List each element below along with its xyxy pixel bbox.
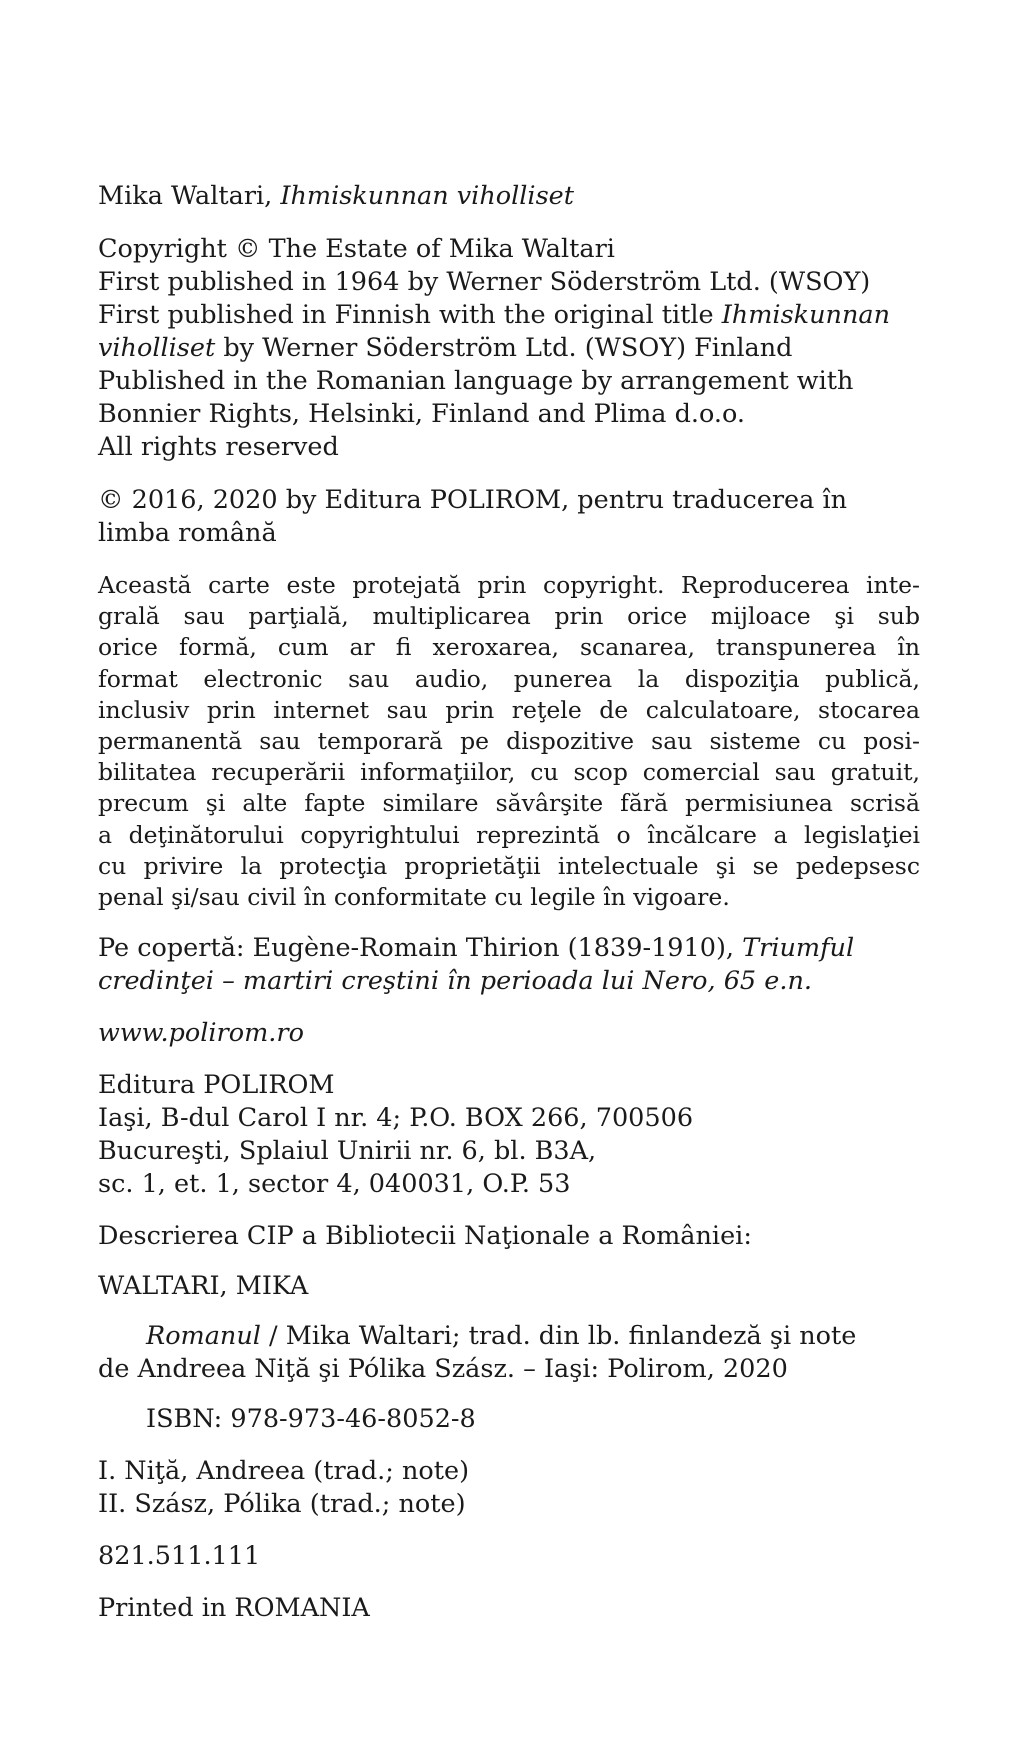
cover-artwork-title-part1: Triumful: [742, 933, 855, 964]
original-title-part2: viholliset: [98, 333, 216, 363]
contributor-translator-2: II. Szász, Pólika (trad.; note): [98, 1489, 466, 1520]
udc-classification: 821.511.111: [98, 1541, 261, 1572]
legal-notice-line: inclusiv prin internet sau prin reţele de calculatoare, stocarea: [98, 695, 920, 724]
website-link: www.polirom.ro: [98, 1018, 304, 1049]
copyright-block: [98, 233, 920, 464]
original-title: Ihmiskunnan viholliset: [280, 181, 574, 211]
cip-entry-line2: de Andreea Niţă şi Pólika Szász. – Iaşi: Polirom, 2020: [98, 1354, 788, 1385]
legal-notice-line: a deţinătorului copyrightului reprezintă o încălcare a legislaţiei: [98, 820, 920, 849]
rights-agency-line: Bonnier Rights, Helsinki, Finland and Plima d.o.o.: [98, 399, 746, 429]
legal-notice-line: orice formă, cum ar fi xeroxarea, scanarea, transpunerea în: [98, 633, 920, 662]
author-name: Mika Waltari,: [98, 181, 281, 211]
cip-contributors: [98, 1455, 920, 1521]
cip-entry: [98, 1320, 920, 1386]
legal-notice-line: cu privire la protecţia proprietăţii intelectuale şi se pedepsesc: [98, 851, 920, 880]
legal-notice: [98, 570, 920, 913]
publisher-address-sector: sc. 1, et. 1, sector 4, 040031, O.P. 53: [98, 1169, 571, 1200]
cip-title: Romanul: [146, 1321, 261, 1352]
finnish-publisher-line: viholliset by Werner Söderström Ltd. (WSOY) Finland: [98, 333, 793, 363]
legal-notice-line: grală sau parţială, multiplicarea prin orice mijloace şi sub: [98, 602, 920, 631]
cover-artwork-title-part2: credinţei – martiri creştini în perioada lui Nero, 65 e.n.: [98, 966, 812, 997]
copyright-line: Copyright © The Estate of Mika Waltari: [98, 234, 615, 264]
translation-copyright-block: [98, 484, 920, 550]
cip-author: WALTARI, MIKA: [98, 1271, 309, 1302]
publisher-address-bucuresti: Bucureşti, Splaiul Unirii nr. 6, bl. B3A,: [98, 1136, 597, 1167]
legal-notice-line: penal şi/sau civil în conformitate cu legile în vigoare.: [98, 883, 730, 912]
legal-notice-line: bilitatea recuperării informaţiilor, cu scop comercial sau gratuit,: [98, 758, 920, 787]
publisher-address-iasi: Iaşi, B-dul Carol I nr. 4; P.O. BOX 266, 700506: [98, 1103, 694, 1134]
author-title-line: [98, 180, 920, 213]
publisher-name: Editura POLIROM: [98, 1070, 335, 1101]
all-rights-reserved: All rights reserved: [98, 432, 339, 462]
contributor-translator-1: I. Niţă, Andreea (trad.; note): [98, 1456, 470, 1487]
romanian-arrangement-line: Published in the Romanian language by arrangement with: [98, 366, 854, 396]
printed-in: Printed in ROMANIA: [98, 1593, 370, 1624]
publisher-address-block: [98, 1069, 920, 1201]
cip-heading: Descrierea CIP a Bibliotecii Naţionale a României:: [98, 1221, 752, 1252]
legal-notice-line: precum şi alte fapte similare săvârşite fără permisiunea scrisă: [98, 789, 920, 818]
first-published-line: First published in 1964 by Werner Söderström Ltd. (WSOY): [98, 267, 871, 297]
translation-copyright-line1: © 2016, 2020 by Editura POLIROM, pentru traducerea în: [98, 485, 848, 515]
translation-copyright-line2: limba română: [98, 518, 277, 548]
legal-notice-line: format electronic sau audio, punerea la dispoziţia publică,: [98, 664, 920, 693]
cip-entry-line1: Romanul / Mika Waltari; trad. din lb. finlandeză şi note: [146, 1321, 857, 1352]
isbn: ISBN: 978-973-46-8052-8: [146, 1404, 476, 1435]
legal-notice-line: Această carte este protejată prin copyright. Reproducerea inte-: [98, 571, 920, 599]
legal-notice-line: permanentă sau temporară pe dispozitive sau sisteme cu posi-: [98, 727, 920, 756]
cover-credit-line1: Pe copertă: Eugène-Romain Thirion (1839-1910), Triumful: [98, 933, 855, 964]
finnish-edition-line: First published in Finnish with the original title Ihmiskunnan: [98, 300, 890, 330]
original-title-part1: Ihmiskunnan: [721, 300, 890, 330]
copyright-page: [98, 180, 920, 1625]
cover-credit: [98, 932, 920, 998]
